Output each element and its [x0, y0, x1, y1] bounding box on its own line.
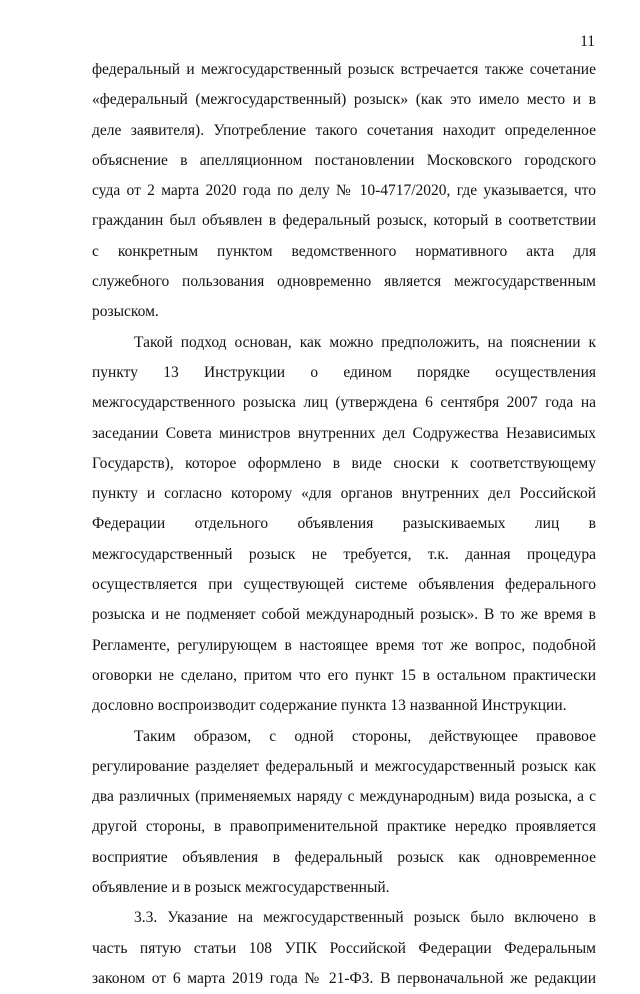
text-line: Такой подход основан, как можно предположить, на пояснении к [134, 333, 596, 351]
text-line: законом от 6 марта 2019 года № 21-ФЗ. В первоначальной же редакции [92, 969, 596, 987]
text-line: деле заявителя). Употребление такого сочетания находит определенное [92, 121, 596, 139]
text-line: часть пятую статьи 108 УПК Российской Федерации Федеральным [92, 939, 596, 957]
text-line: осуществляется при существующей системе объявления федерального [92, 576, 596, 594]
text-line: розыска и не подменяет собой международный розыск». В то же время в [92, 606, 596, 624]
text-line: Федерации отдельного объявления разыскиваемых лиц в [92, 515, 596, 533]
text-line: объяснение в апелляционном постановлении Московского городского [92, 151, 596, 169]
text-line: «федеральный (межгосударственный) розыск» (как это имело место и в [92, 91, 596, 109]
text-line: дословно воспроизводит содержание пункта 13 названной Инструкции. [92, 697, 567, 715]
text-line: межгосударственный розыск не требуется, т.к. данная процедура [92, 545, 596, 563]
text-line: 3.3. Указание на межгосударственный розыск было включено в [134, 909, 596, 927]
text-line: регулирование разделяет федеральный и межгосударственный розыск как [92, 757, 596, 775]
text-line: гражданин был объявлен в федеральный розыск, который в соответствии [92, 212, 596, 230]
text-line: с конкретным пунктом ведомственного нормативного акта для [92, 242, 596, 260]
text-line: объявление и в розыск межгосударственный. [92, 879, 390, 897]
text-line: Таким образом, с одной стороны, действующее правовое [134, 727, 596, 745]
text-line: пункту 13 Инструкции о едином порядке осуществления [92, 363, 596, 381]
text-line: суда от 2 марта 2020 года по делу № 10-4717/2020, где указывается, что [92, 182, 596, 200]
page-number: 11 [580, 33, 595, 50]
text-line: Регламенте, регулирующем в настоящее время тот же вопрос, подобной [92, 636, 596, 654]
text-line: Государств), которое оформлено в виде сноски к соответствующему [92, 454, 596, 472]
text-line: пункту и согласно которому «для органов внутренних дел Российской [92, 485, 596, 503]
text-line: заседании Совета министров внутренних дел Содружества Независимых [92, 424, 596, 442]
text-line: розыском. [92, 303, 159, 321]
text-line: служебного пользования одновременно является межгосударственным [92, 273, 596, 291]
text-line: восприятие объявления в федеральный розыск как одновременное [92, 848, 596, 866]
text-line: межгосударственного розыска лиц (утверждена 6 сентября 2007 года на [92, 394, 596, 412]
text-line: оговорки не сделано, притом что его пункт 15 в остальном практически [92, 666, 596, 684]
text-line: два различных (применяемых наряду с международным) вида розыска, а с [92, 788, 596, 806]
text-line: другой стороны, в правоприменительной практике нередко проявляется [92, 818, 596, 836]
document-body [92, 55, 596, 994]
text-line: федеральный и межгосударственный розыск встречается также сочетание [92, 61, 596, 78]
